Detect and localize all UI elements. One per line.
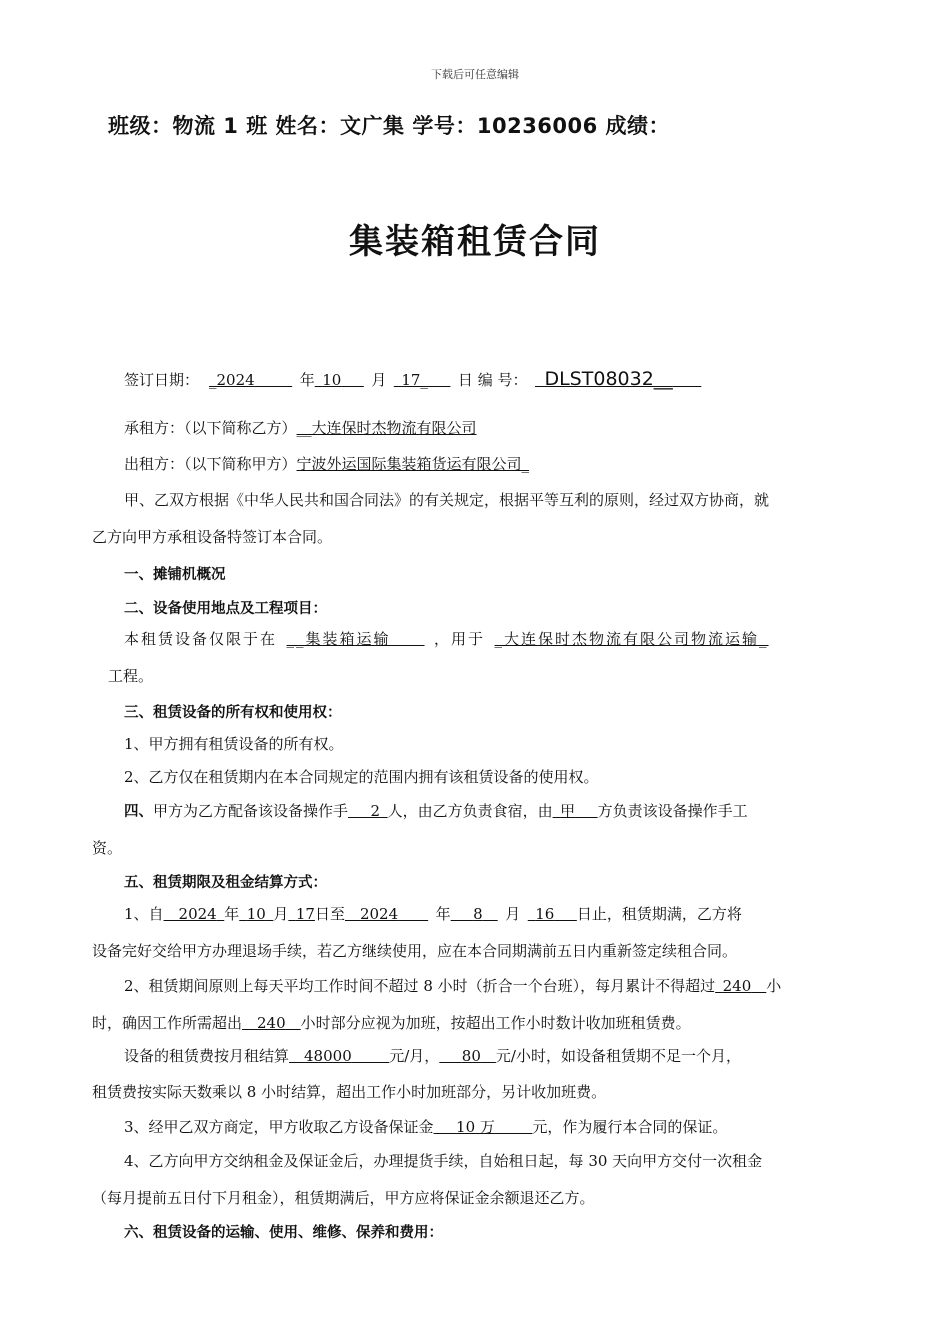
section-2-usage-line — [124, 628, 769, 649]
student-info-line: 班级：物流 1 班 姓名：文广集 学号：10236006 成绩： — [108, 114, 671, 138]
section-2-heading: 二、设备使用地点及工程项目： — [124, 601, 327, 617]
sign-date-line — [124, 368, 701, 390]
hourly-fee-unit: 元/小时，如设备租赁期不足一个月， — [495, 1047, 741, 1065]
sign-year: _2024 — [209, 371, 255, 389]
monthly-fee: 48000 — [304, 1047, 352, 1065]
operator-text-2: 人，由乙方负责食宿，由 — [387, 802, 553, 820]
operator-text: 甲方为乙方配备该设备操作手 — [153, 802, 349, 820]
hourly-fee: 80 — [461, 1047, 481, 1065]
rental-fee-text: 设备的租赁费按月租结算 — [124, 1047, 290, 1065]
start-day: 17 — [295, 905, 315, 923]
contract-number: DLST08032__ — [544, 368, 673, 390]
sign-date-label: 签订日期： — [124, 371, 200, 389]
usage-place: __集装箱运输 — [286, 630, 391, 648]
payment-line-2: （每月提前五日付下月租金），租赁期满后，甲方应将保证金余额退还乙方。 — [92, 1189, 595, 1207]
usage-prefix: 本租赁设备仅限于在 — [124, 630, 278, 648]
deposit-text: 3、经甲乙双方商定，甲方收取乙方设备保证金 — [124, 1118, 434, 1136]
work-hours-unit: 小 — [766, 977, 782, 995]
work-hours-line-2 — [92, 1012, 691, 1033]
monthly-hour-limit: 240 — [722, 977, 752, 995]
intro-paragraph-line-1: 甲、乙双方根据《中华人民共和国合同法》的有关规定，根据平等互利的原则，经过双方协商，就 — [124, 491, 770, 509]
page-header-note: 下载后可任意编辑 — [431, 68, 519, 81]
section-4-line-end: 资。 — [92, 839, 123, 857]
start-year-unit: 年 — [224, 905, 240, 923]
section-5-heading: 五、租赁期限及租金结算方式： — [124, 875, 327, 891]
end-day: 16 — [535, 905, 555, 923]
work-hours-text: 2、租赁期间原则上每天平均工作时间不超过 8 小时（折合一个台班），每月累计不得超过 — [124, 977, 716, 995]
lessee-line — [124, 417, 629, 438]
monthly-fee-unit: 元/月， — [389, 1047, 440, 1065]
section-2-usage-end: 工程。 — [108, 667, 154, 685]
intro-paragraph-line-2: 乙方向甲方承租设备特签订本合同。 — [92, 528, 333, 546]
sign-month: 10 — [322, 371, 342, 389]
rental-fee-line-2: 租赁费按实际天数乘以 8 小时结算，超出工作小时加班部分，另计收加班费。 — [92, 1083, 607, 1101]
deposit-text-2: 元，作为履行本合同的保证。 — [532, 1118, 728, 1136]
end-month-unit: 月 — [505, 905, 521, 923]
lessor-line — [124, 453, 647, 474]
start-day-unit: 日至 — [314, 905, 345, 923]
section-3-heading: 三、租赁设备的所有权和使用权： — [124, 705, 342, 721]
operator-text-3: 方负责该设备操作手工 — [597, 802, 748, 820]
end-year-unit: 年 — [435, 905, 451, 923]
work-hours-line — [124, 975, 781, 996]
term-line — [124, 903, 742, 924]
term-suffix: 日止，租赁期满，乙方将 — [576, 905, 742, 923]
lessee-name: __大连保时杰物流有限公司 — [296, 419, 477, 437]
lessee-label: 承租方：（以下简称乙方） — [124, 419, 297, 437]
wage-party: 甲 — [560, 802, 576, 820]
lessor-name: 宁波外运国际集装箱货运有限公司_ — [296, 455, 530, 473]
sign-day: 17_ — [401, 371, 428, 389]
term-prefix: 1、自 — [124, 905, 164, 923]
section-4-heading: 四、 — [124, 804, 153, 820]
section-3-item-2: 2、乙方仅在租赁期内在本合同规定的范围内拥有该租赁设备的使用权。 — [124, 768, 599, 786]
overtime-threshold: 240 — [257, 1014, 286, 1032]
payment-line: 4、乙方向甲方交纳租金及保证金后，办理提货手续，自始租日起，每 30 天向甲方交付一次租金 — [124, 1152, 763, 1170]
start-year: 2024 — [178, 905, 217, 923]
sign-day-unit: 日 编 号： — [457, 371, 528, 389]
section-6-heading: 六、租赁设备的运输、使用、维修、保养和费用： — [124, 1225, 443, 1241]
section-4-line — [124, 800, 748, 821]
end-month: 8 — [473, 905, 483, 923]
deposit-line — [124, 1116, 727, 1137]
overtime-text: 时，确因工作所需超出 — [92, 1014, 243, 1032]
end-year: 2024 — [359, 905, 399, 923]
sign-month-unit: 月 — [371, 371, 387, 389]
usage-middle: ，用于 — [434, 630, 486, 648]
rental-fee-line — [124, 1045, 741, 1066]
term-line-2: 设备完好交给甲方办理退场手续，若乙方继续使用，应在本合同期满前五日内重新签定续租合同。 — [92, 942, 738, 960]
usage-project: _大连保时杰物流有限公司物流运输_ — [494, 630, 769, 648]
start-month: 10 — [246, 905, 266, 923]
section-3-item-1: 1、甲方拥有租赁设备的所有权。 — [124, 735, 344, 753]
section-1-heading: 一、摊铺机概况 — [124, 567, 226, 583]
operator-count: 2 — [370, 802, 381, 820]
start-month-unit: 月 — [273, 905, 289, 923]
overtime-text-2: 小时部分应视为加班，按超出工作小时数计收加班租赁费。 — [300, 1014, 691, 1032]
sign-year-unit: 年 — [299, 371, 315, 389]
deposit-amount: 10 万 — [456, 1118, 495, 1136]
contract-title: 集装箱租赁合同 — [349, 222, 601, 262]
lessor-label: 出租方：（以下简称甲方） — [124, 455, 297, 473]
